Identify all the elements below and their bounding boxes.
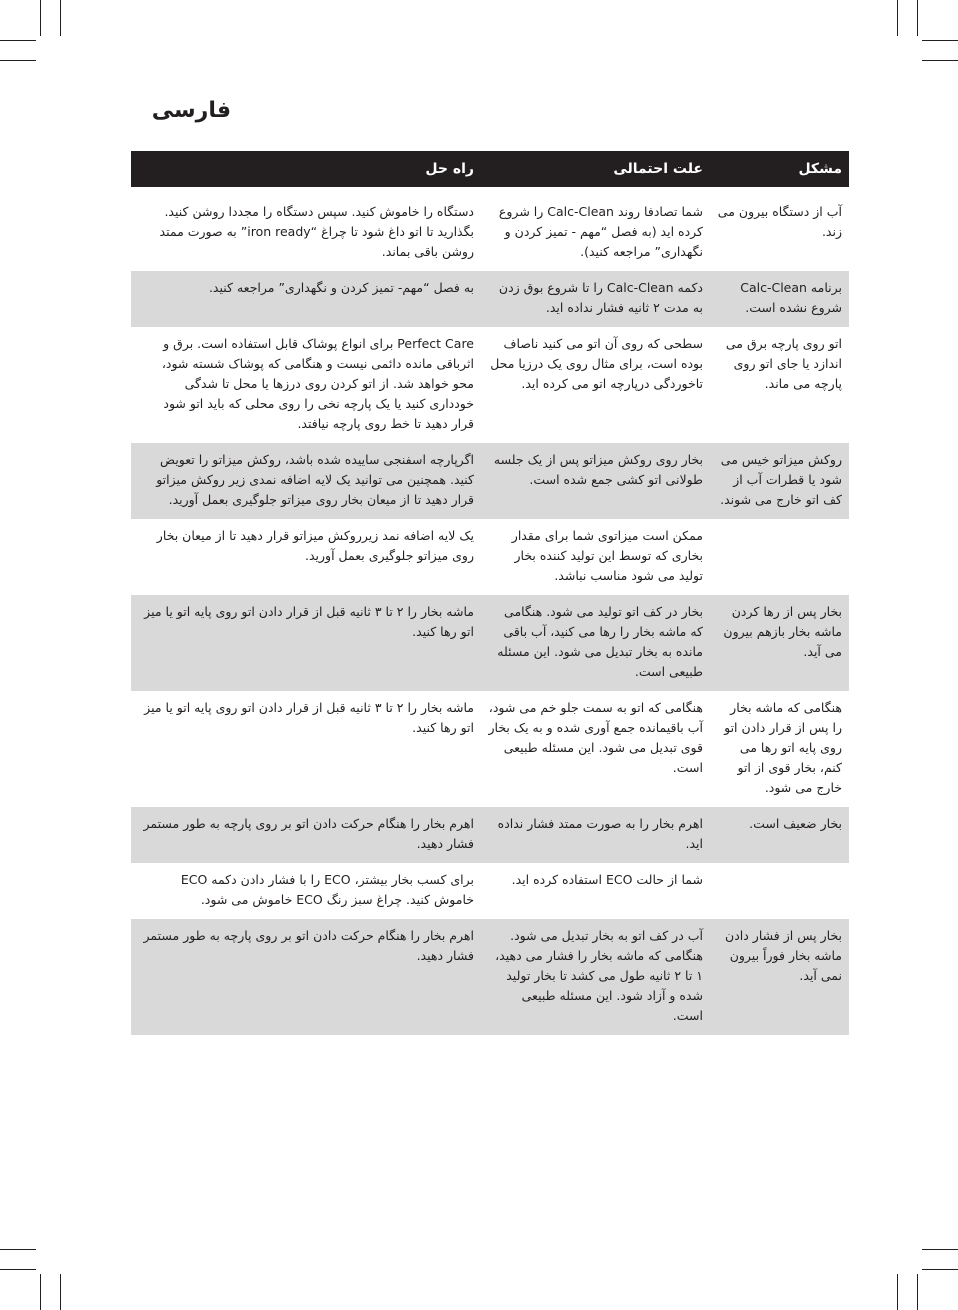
crop-mark — [60, 1274, 61, 1310]
cell-cause: اهرم بخار را به صورت ممتد فشار نداده اید. — [481, 807, 710, 863]
cell-cause: سطحی که روی آن اتو می کنید ناصاف بوده است، برای مثال روی یک درزیا محل تاخوردگی درپارچه اتو می کرده اید. — [490, 336, 703, 391]
table-row — [131, 271, 849, 327]
crop-mark — [897, 1274, 898, 1310]
cell-solution: اگرپارچه اسفنجی ساییده شده باشد، روکش میزاتو را تعویض کنید. همچنین می توانید یک لایه اضافه نمدی زیر روکش میزاتو قرار دهید تا از میعان بخار روی میزاتو جلوگیری بعمل آورید. — [131, 443, 481, 519]
cell-problem: آب از دستگاه بیرون می زند. — [717, 204, 842, 239]
crop-mark — [0, 60, 36, 61]
crop-mark — [922, 1269, 958, 1270]
table-row — [131, 807, 849, 863]
table-row — [131, 691, 849, 807]
crop-mark — [922, 40, 958, 41]
cell-problem — [710, 863, 849, 919]
table-row — [131, 863, 849, 919]
cell-solution: Perfect Care برای انواع پوشاک قابل استفاده است. برق و اثرباقی مانده دائمی نیست و هنگامی که پوشاک شسته شود، محو خواهد شد. از اتو کردن روی درزها یا محل تا شدگی خودداری کنید یا یک پارچه نخی را روی محلی که باید اتو شود قرار دهید تا خط روی پارچه نیافتد. — [161, 336, 474, 431]
table-row — [131, 919, 849, 1035]
table-row — [131, 443, 849, 519]
cell-solution: ماشه بخار را ۲ تا ۳ ثانیه قبل از قرار دادن اتو روی پایه اتو یا میز اتو رها کنید. — [144, 700, 474, 735]
troubleshooting-table — [131, 151, 849, 1035]
crop-mark — [40, 1274, 41, 1310]
cell-problem: برنامه Calc-Clean شروع نشده است. — [710, 271, 849, 327]
table-header-row — [131, 151, 849, 187]
cell-cause: هنگامی که اتو به سمت جلو خم می شود، آب باقیمانده جمع آوری شده و به یک بخار قوی تبدیل می شود. این مسئله طبیعی است. — [488, 700, 703, 775]
crop-mark — [40, 0, 41, 36]
cell-problem: بخار ضعیف است. — [710, 807, 849, 863]
cell-problem: هنگامی که ماشه بخار را پس از قرار دادن اتو روی پایه اتو رها می کنم، بخار قوی از اتو خارج می شود. — [724, 700, 842, 795]
cell-cause: آب در کف اتو به بخار تبدیل می شود. هنگامی که ماشه بخار را فشار می دهید، ۱ تا ۲ ثانیه طول می کشد تا بخار تولید شده و آزاد شود. این مسئله طبیعی است. — [481, 919, 710, 1035]
cell-solution: ماشه بخار را ۲ تا ۳ ثانیه قبل از قرار دادن اتو روی پایه اتو یا میز اتو رها کنید. — [131, 595, 481, 691]
crop-mark — [917, 0, 918, 36]
crop-mark — [0, 40, 36, 41]
cell-cause: دکمه Calc-Clean را تا شروع بوق زدن به مدت ۲ ثانیه فشار نداده اید. — [481, 271, 710, 327]
crop-mark — [922, 60, 958, 61]
cell-problem: اتو روی پارچه برق می اندازد یا جای اتو روی پارچه می ماند. — [725, 336, 842, 391]
cell-solution: اهرم بخار را هنگام حرکت دادن اتو بر روی پارچه به طور مستمر فشار دهید. — [131, 919, 481, 1035]
cell-solution: اهرم بخار را هنگام حرکت دادن اتو بر روی پارچه به طور مستمر فشار دهید. — [131, 807, 481, 863]
crop-mark — [0, 1249, 36, 1250]
table-row — [131, 187, 849, 271]
cell-cause: شما از حالت ECO استفاده کرده اید. — [511, 872, 703, 887]
cell-cause: شما تصادفا روند Calc-Clean را شروع کرده اید (به فصل “مهم - تمیز کردن و نگهداری” مراجعه کنید). — [498, 204, 703, 259]
crop-mark — [60, 0, 61, 36]
cell-problem: روکش میزاتو خیس می شود یا قطرات آب از کف اتو خارج می شوند. — [710, 443, 849, 519]
header-cause: علت احتمالی — [481, 151, 710, 187]
crop-mark — [917, 1274, 918, 1310]
cell-solution: به فصل “مهم- تمیز کردن و نگهداری” مراجعه کنید. — [131, 271, 481, 327]
crop-mark — [0, 1269, 36, 1270]
cell-cause: ممکن است میزاتوی شما برای مقدار بخاری که توسط این تولید کننده بخار تولید می شود مناسب نباشد. — [511, 528, 703, 583]
crop-mark — [897, 0, 898, 36]
cell-solution: برای کسب بخار بیشتر، ECO را با فشار دادن دکمه ECO خاموش کنید. چراغ سبز رنگ ECO خاموش می شود. — [180, 872, 474, 907]
cell-solution: دستگاه را خاموش کنید. سپس دستگاه را مجددا روشن کنید. بگذارید تا اتو داغ شود تا چراغ “iron ready” به صورت ممتد روشن باقی بماند. — [159, 204, 474, 259]
table-row — [131, 595, 849, 691]
header-solution: راه حل — [131, 151, 481, 187]
page-title: فارسی — [151, 98, 231, 123]
cell-solution: یک لایه اضافه نمد زیرروکش میزاتو قرار دهید تا از میعان بخار روی میزاتو جلوگیری بعمل آورید. — [156, 528, 474, 563]
table-row — [131, 519, 849, 595]
cell-cause: بخار در کف اتو تولید می شود. هنگامی که ماشه بخار را رها می کنید، آب باقی مانده به بخار تبدیل می شود. این مسئله طبیعی است. — [481, 595, 710, 691]
cell-problem: بخار پس از فشار دادن ماشه بخار فوراً بیرون نمی آید. — [710, 919, 849, 1035]
table-row — [131, 327, 849, 443]
cell-problem — [710, 519, 849, 595]
cell-problem: بخار پس از رها کردن ماشه بخار بازهم بیرون می آید. — [710, 595, 849, 691]
cell-cause: بخار روی روکش میزاتو پس از یک جلسه طولانی اتو کشی جمع شده است. — [481, 443, 710, 519]
crop-mark — [922, 1249, 958, 1250]
header-problem: مشکل — [710, 151, 849, 187]
